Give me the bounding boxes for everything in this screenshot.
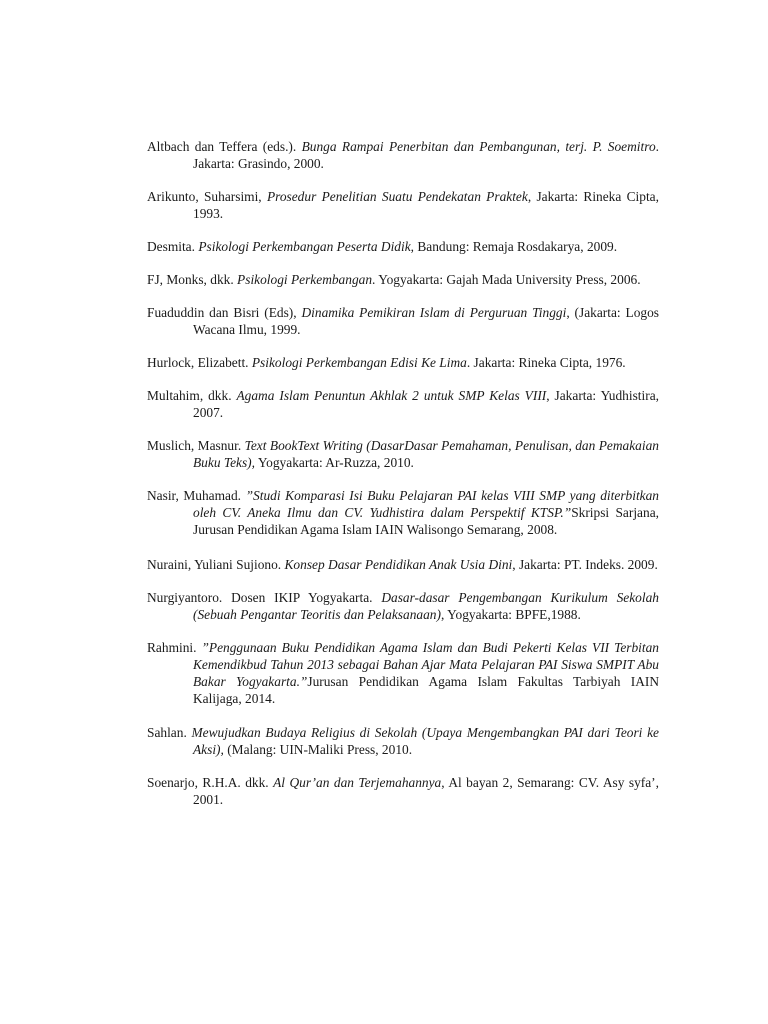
reference-publisher: . Yogyakarta: Gajah Mada University Press, 2006. xyxy=(372,272,641,287)
reference-publisher: , Yogyakarta: BPFE,1988. xyxy=(440,607,581,622)
reference-author: Rahmini. xyxy=(147,640,202,655)
reference-title: Psikologi Perkembangan xyxy=(237,272,373,287)
reference-title: Prosedur Penelitian Suatu Pendekatan Praktek xyxy=(266,189,528,204)
reference-publisher: (Malang: UIN-Maliki Press, 2010. xyxy=(223,742,413,757)
reference-publisher: Jurusan Pendidikan Agama Islam Fakultas Tarbiyah IAIN Kalijaga, 2014. xyxy=(193,674,659,706)
reference-title: ”Studi Komparasi Isi Buku Pelajaran PAI kelas VIII SMP yang diterbitkan oleh CV. Aneka Ilmu dan CV. Yudhistira dalam Perspektif KTSP.” xyxy=(193,488,659,520)
reference-list xyxy=(147,138,659,824)
reference-author: Sahlan. xyxy=(147,725,192,740)
reference-title: Al Qur’an dan Terjemahannya xyxy=(273,775,442,790)
reference-author: Fuaduddin dan Bisri (Eds), xyxy=(147,305,302,320)
reference-publisher: , Al bayan 2, Semarang: CV. Asy syfa’, 2001. xyxy=(193,775,659,807)
reference-author: Nurgiyantoro. Dosen IKIP Yogyakarta. xyxy=(147,590,382,605)
reference-title: ”Penggunaan Buku Pendidikan Agama Islam dan Budi Pekerti Kelas VII Terbitan Kemendikbud Tahun 2013 sebagai Bahan Ajar Mata Pelajaran PAI Siswa SMPIT Abu Bakar Yogyakarta.” xyxy=(193,640,659,689)
reference-publisher: . Jakarta: Grasindo, 2000. xyxy=(193,139,660,171)
reference-entry xyxy=(147,238,659,255)
reference-author: Multahim, dkk. xyxy=(147,388,237,403)
reference-publisher: , Jakarta: Yudhistira, 2007. xyxy=(193,388,659,420)
reference-author: Desmita. xyxy=(147,239,199,254)
reference-entry xyxy=(147,304,659,338)
reference-entry xyxy=(147,487,659,538)
reference-publisher: Yogyakarta: Ar-Ruzza, 2010. xyxy=(254,455,414,470)
reference-title: Psikologi Perkembangan Edisi Ke Lima xyxy=(251,355,467,370)
reference-title: Konsep Dasar Pendidikan Anak Usia Dini xyxy=(284,557,513,572)
reference-title: Agama Islam Penuntun Akhlak 2 untuk SMP Kelas VIII xyxy=(236,388,547,403)
reference-author: Nasir, Muhamad. xyxy=(147,488,246,503)
reference-entry xyxy=(147,138,659,172)
reference-publisher: Skripsi Sarjana, Jurusan Pendidikan Agama Islam IAIN Walisongo Semarang, 2008. xyxy=(193,505,659,537)
reference-title: Mewujudkan Budaya Religius di Sekolah (Upaya Mengembangkan PAI dari Teori ke Aksi), xyxy=(191,725,659,757)
reference-entry xyxy=(147,271,659,288)
reference-entry xyxy=(147,188,659,222)
reference-title: Psikologi Perkembangan Peserta Didik xyxy=(198,239,411,254)
reference-publisher: . Jakarta: Rineka Cipta, 1976. xyxy=(466,355,626,370)
reference-author: FJ, Monks, dkk. xyxy=(147,272,238,287)
reference-entry xyxy=(147,639,659,707)
reference-entry xyxy=(147,354,659,371)
reference-publisher: , Bandung: Remaja Rosdakarya, 2009. xyxy=(410,239,618,254)
reference-author: Muslich, Masnur. xyxy=(147,438,245,453)
reference-title: Dasar-dasar Pengembangan Kurikulum Sekolah (Sebuah Pengantar Teoritis dan Pelaksanaan) xyxy=(193,590,659,622)
reference-publisher: , Jakarta: Rineka Cipta, 1993. xyxy=(193,189,659,221)
reference-entry xyxy=(147,774,659,808)
reference-author: Altbach dan Teffera (eds.). xyxy=(147,139,302,154)
reference-entry xyxy=(147,387,659,421)
reference-title: Bunga Rampai Penerbitan dan Pembangunan, terj. P. Soemitro xyxy=(301,139,656,154)
reference-entry xyxy=(147,556,659,573)
reference-publisher: , (Jakarta: Logos Wacana Ilmu, 1999. xyxy=(193,305,659,337)
reference-author: Arikunto, Suharsimi, xyxy=(147,189,267,204)
reference-author: Soenarjo, R.H.A. dkk. xyxy=(147,775,274,790)
reference-author: Hurlock, Elizabett. xyxy=(147,355,252,370)
reference-title: Dinamika Pemikiran Islam di Perguruan Tinggi xyxy=(301,305,567,320)
reference-publisher: , Jakarta: PT. Indeks. 2009. xyxy=(512,557,658,572)
reference-entry xyxy=(147,589,659,623)
reference-entry xyxy=(147,724,659,758)
reference-title: Text BookText Writing (DasarDasar Pemahaman, Penulisan, dan Pemakaian Buku Teks), xyxy=(193,438,659,470)
reference-entry xyxy=(147,437,659,471)
reference-author: Nuraini, Yuliani Sujiono. xyxy=(147,557,285,572)
